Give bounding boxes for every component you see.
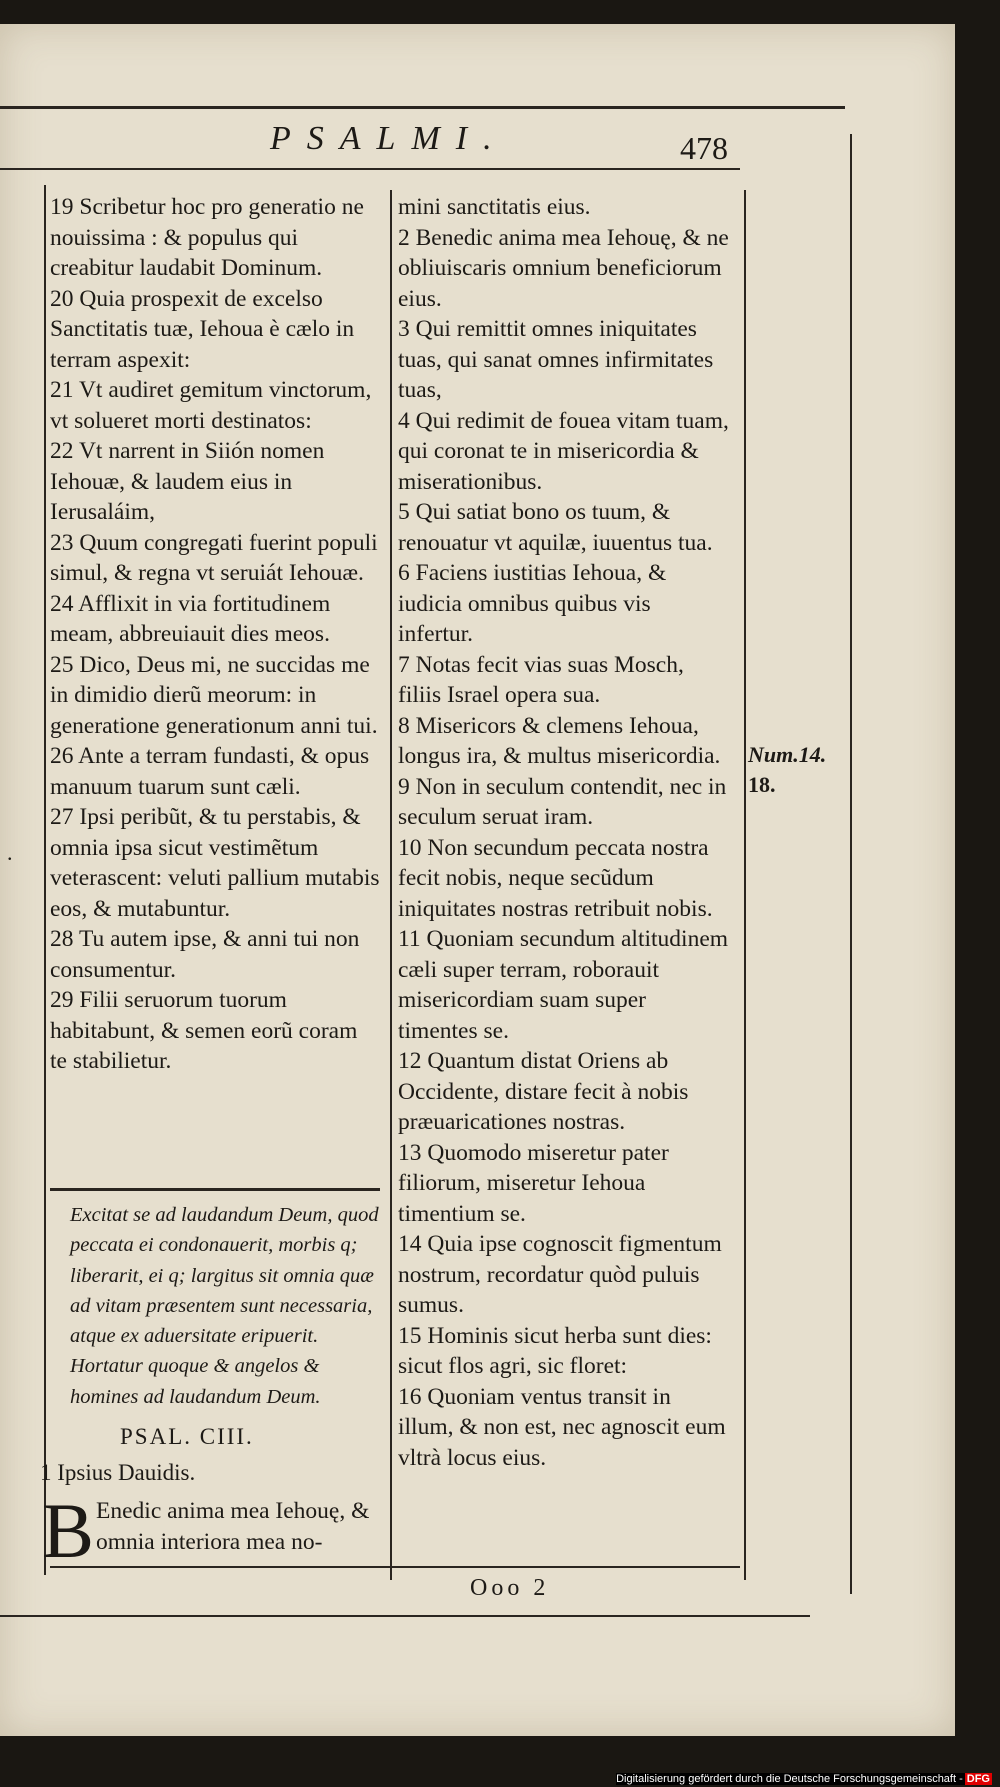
header-rule-top <box>0 106 845 109</box>
verse: 27 Ipsi peribũt, & tu perstabis, & omnia ipsa sicut vestimẽtum veterascent: veluti pallium mutabis eos, & mutabuntur. <box>50 804 380 922</box>
summary-rule <box>50 1188 380 1191</box>
margin-dot: . <box>7 840 13 865</box>
verse: 29 Filii seruorum tuorum habitabunt, & semen eorũ coram te stabilietur. <box>50 987 358 1074</box>
verse: 10 Non secundum peccata nostra fecit nobis, neque secũdum iniquitates nostras retribuit nobis. <box>398 834 713 922</box>
running-title: PSALMI. <box>270 120 508 157</box>
psalm-summary: Excitat se ad laudandum Deum, quod peccata ei condonauerit, morbis q; liberarit, ei q; largitus sit omnia quæ ad vitam præsentem sunt necessaria, atque ex aduersitate eripuerit. Hortatur quoque & angelos & homines ad laudandum Deum. <box>70 1204 379 1408</box>
verse: 19 Scribetur hoc pro generatio ne nouissima : & populus qui creabitur laudabit Dominum. <box>50 194 364 281</box>
verse: 20 Quia prospexit de excelso Sanctitatis tuæ, Iehoua è cælo in terram aspexit: <box>50 285 355 373</box>
digitization-credit <box>616 1773 992 1785</box>
verse: 3 Qui remittit omnes iniquitates tuas, qui sanat omnes infirmitates tuas, <box>398 316 714 403</box>
verse: 28 Tu autem ipse, & anni tui non consumentur. <box>50 926 360 983</box>
verse: 9 Non in seculum contendit, nec in seculum seruat iram. <box>398 773 727 830</box>
footer-rule <box>50 1566 740 1568</box>
drop-cap-initial: B <box>42 1487 95 1574</box>
verse: 4 Qui redimit de fouea vitam tuam, qui coronat te in misericordia & miserationibus. <box>398 407 729 495</box>
verse: 5 Qui satiat bono os tuum, & renouatur vt aquilæ, iuuentus tua. <box>398 499 713 556</box>
column-right-rule <box>744 190 746 1580</box>
verse: 21 Vt audiret gemitum vinctorum, vt solueret morti destinatos: <box>50 377 372 434</box>
verse: 24 Afflixit in via fortitudinem meam, abbreuiauit dies meos. <box>50 590 331 647</box>
verse: 7 Notas fecit vias suas Mosch, filiis Israel opera sua. <box>398 651 684 708</box>
verse: 13 Quomodo miseretur pater filiorum, miseretur Iehoua timentium se. <box>398 1139 669 1227</box>
margin-reference-line1: Num.14. <box>748 742 827 767</box>
frame-left-rule <box>44 185 46 1575</box>
verse: 8 Misericors & clemens Iehoua, longus ira, & multus misericordia. <box>398 712 721 769</box>
psalm-opening: Enedic anima mea Iehouę, & omnia interiora mea no- <box>96 1498 370 1555</box>
verse: 11 Quoniam secundum altitudinem cæli super terram, roborauit misericordiam suam super timentes se. <box>398 926 729 1044</box>
verse: 12 Quantum distat Oriens ab Occidente, distare fecit à nobis præuaricationes nostras. <box>398 1048 689 1135</box>
frame-right-rule <box>850 134 852 1594</box>
bottom-rule <box>0 1615 810 1617</box>
left-column <box>50 192 380 1077</box>
verse: mini sanctitatis eius. <box>398 194 591 220</box>
verse: 15 Hominis sicut herba sunt dies: sicut flos agri, sic floret: <box>398 1322 712 1379</box>
margin-reference <box>748 740 826 800</box>
signature-mark: Ooo 2 <box>470 1575 550 1601</box>
verse: 23 Quum congregati fuerint populi simul, & regna vt seruiát Iehouæ. <box>50 529 378 586</box>
psalm-title: PSAL. CIII. <box>120 1424 254 1449</box>
psalm-superscription: 1 Ipsius Dauidis. <box>40 1460 196 1485</box>
credit-text: Digitalisierung gefördert durch die Deutsche Forschungsgemeinschaft - <box>616 1773 963 1785</box>
verse: 14 Quia ipse cognoscit figmentum nostrum, recordatur quòd puluis sumus. <box>398 1231 722 1318</box>
dfg-logo: DFG <box>966 1773 990 1785</box>
header-rule-bottom <box>0 168 740 170</box>
verse: 25 Dico, Deus mi, ne succidas me in dimidio dierũ meorum: in generatione generationum anni tui. <box>50 651 378 739</box>
verse: 26 Ante a terram fundasti, & opus manuum tuarum sunt cæli. <box>50 743 370 800</box>
verse: 16 Quoniam ventus transit in illum, & non est, nec agnoscit eum vltrà locus eius. <box>398 1383 726 1471</box>
verse: 2 Benedic anima mea Iehouę, & ne obliuiscaris omnium beneficiorum eius. <box>398 224 729 312</box>
margin-reference-line2: 18. <box>748 772 776 797</box>
right-column <box>398 192 730 1473</box>
verse: 6 Faciens iustitias Iehoua, & iudicia omnibus quibus vis infertur. <box>398 560 667 647</box>
page-number: 478 <box>680 130 728 166</box>
column-divider <box>390 190 392 1580</box>
verse: 22 Vt narrent in Siión nomen Iehouæ, & laudem eius in Ierusaláim, <box>50 438 325 525</box>
